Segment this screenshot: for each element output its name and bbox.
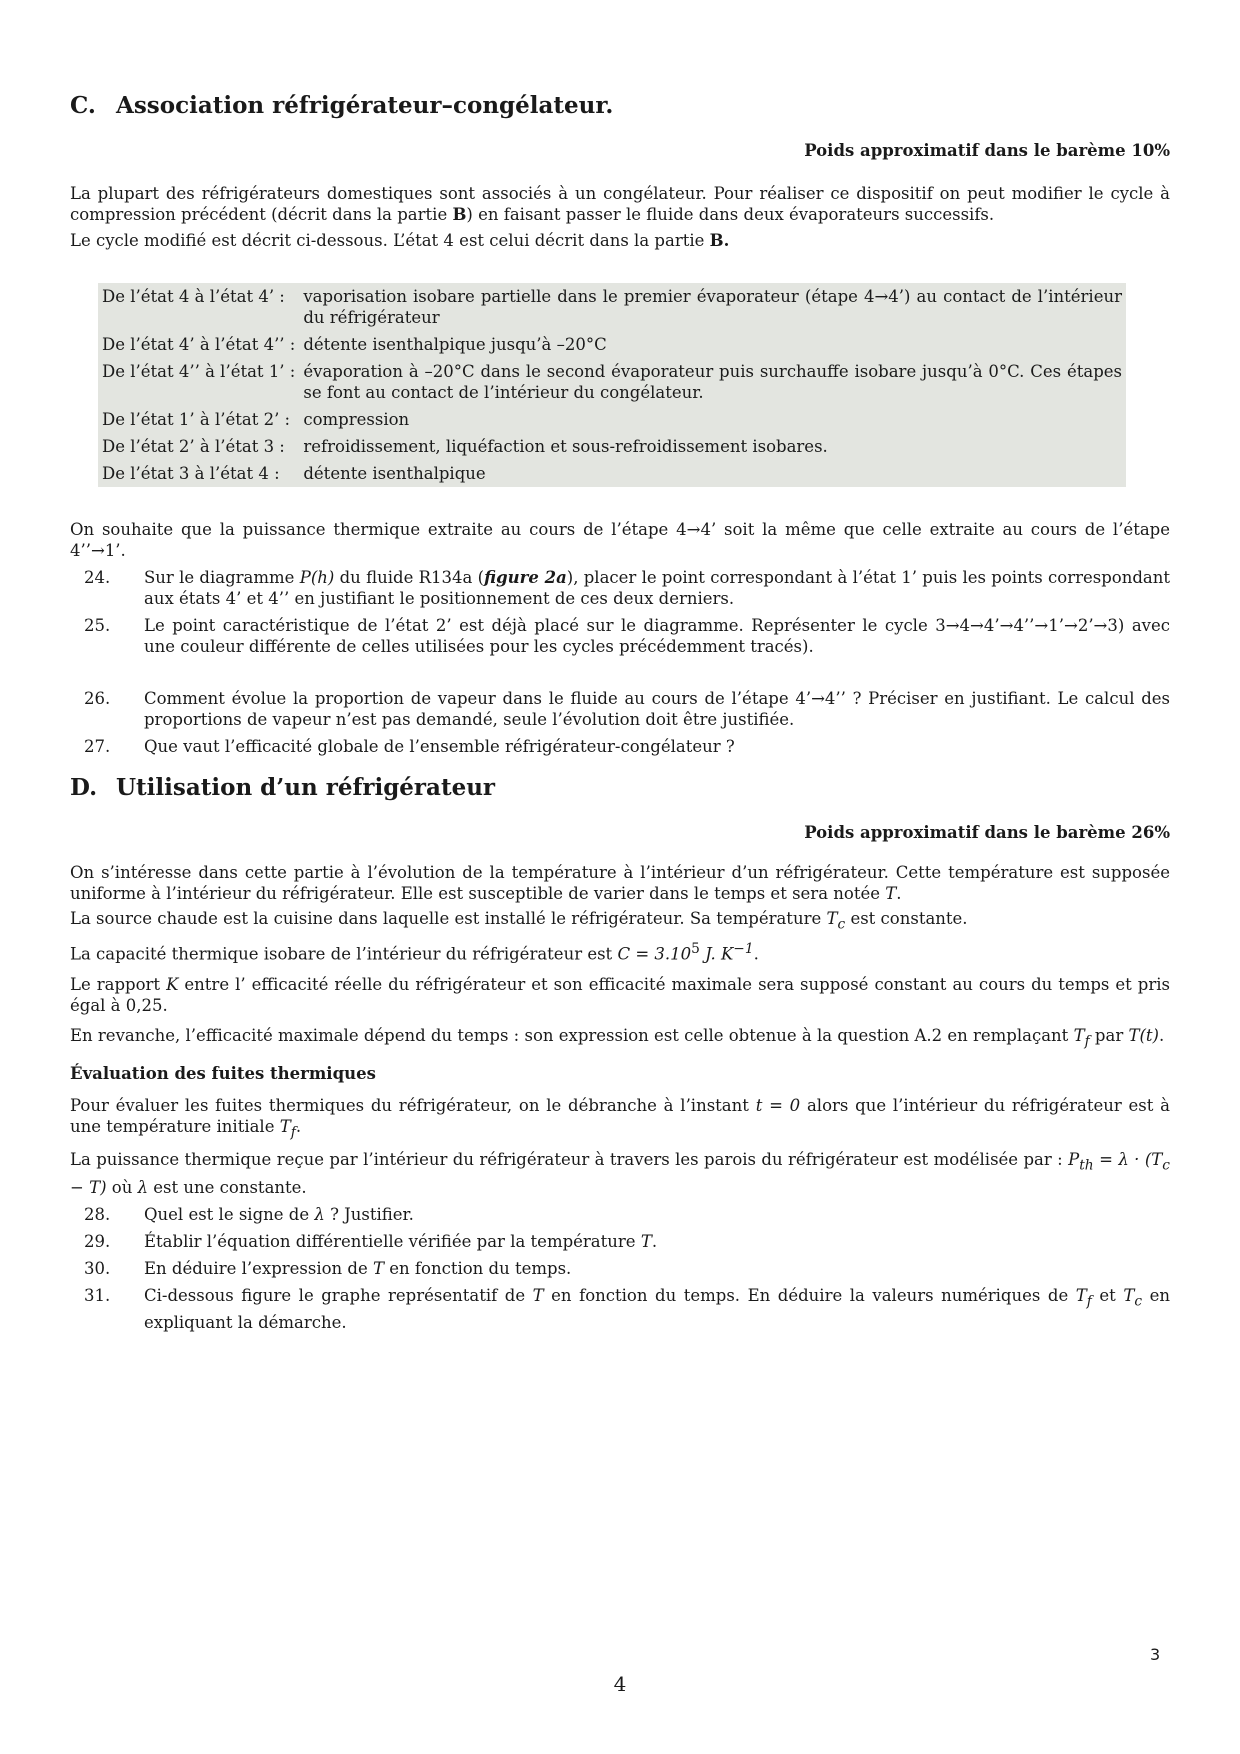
question-number: 28. bbox=[84, 1204, 111, 1224]
step-text: détente isenthalpique bbox=[303, 464, 486, 483]
section-d-title: Utilisation d’un réfrigérateur bbox=[116, 774, 496, 801]
section-c-heading bbox=[70, 92, 1170, 120]
section-c-letter: C. bbox=[70, 92, 96, 119]
step-label: De l’état 3 à l’état 4 : bbox=[102, 464, 280, 483]
question-text: En déduire l’expression de T en fonction du temps. bbox=[144, 1258, 572, 1278]
corner-page-number: 3 bbox=[1150, 1645, 1161, 1664]
question-number: 25. bbox=[84, 616, 111, 635]
question-text: Quel est le signe de λ ? Justifier. bbox=[144, 1204, 414, 1224]
question-text: Que vaut l’efficacité globale de l’ensemble réfrigérateur-congélateur ? bbox=[144, 737, 735, 756]
question-number: 24. bbox=[84, 568, 111, 587]
question-28 bbox=[70, 1204, 1170, 1225]
section-d-paragraph-2: La source chaude est la cuisine dans laquelle est installé le réfrigérateur. Sa température $T_c$ est constante. bbox=[70, 909, 968, 933]
question-number: 27. bbox=[84, 737, 111, 756]
table-row bbox=[98, 358, 1126, 406]
section-c-weight: Poids approximatif dans le barème 10% bbox=[804, 141, 1170, 160]
step-label: De l’état 4’’ à l’état 1’ : bbox=[102, 362, 296, 381]
section-d-heading bbox=[70, 774, 1170, 802]
step-text: détente isenthalpique jusqu’à –20°C bbox=[303, 335, 607, 354]
subsection-title: Évaluation des fuites thermiques bbox=[70, 1064, 376, 1084]
section-d-letter: D. bbox=[70, 774, 98, 801]
question-number: 26. bbox=[84, 689, 111, 708]
table-row bbox=[98, 460, 1126, 487]
table-row bbox=[98, 433, 1126, 460]
section-d-paragraph-7: La puissance thermique reçue par l’intérieur du réfrigérateur à travers les parois du réfrigérateur est modélisée par : $P_{th} = \lambda \cdot (T_c - T)$ où λ est une constante. bbox=[70, 1150, 1170, 1197]
section-c-title: Association réfrigérateur–congélateur. bbox=[116, 92, 614, 119]
step-text: compression bbox=[303, 410, 410, 429]
step-label: De l’état 4’ à l’état 4’’ : bbox=[102, 335, 296, 354]
table-row bbox=[98, 406, 1126, 433]
section-d-weight: Poids approximatif dans le barème 26% bbox=[804, 823, 1170, 842]
table-row bbox=[98, 283, 1126, 331]
page-number: 4 bbox=[613, 1672, 627, 1696]
after-table-text: On souhaite que la puissance thermique extraite au cours de l’étape 4→4’ soit la même que celle extraite au cours de l’étape 4’’→1’. bbox=[70, 520, 1170, 560]
question-number: 30. bbox=[84, 1258, 111, 1278]
step-label: De l’état 4 à l’état 4’ : bbox=[102, 287, 285, 306]
question-text: Comment évolue la proportion de vapeur dans le fluide au cours de l’étape 4’→4’’ ? Préciser en justifiant. Le calcul des proportions de vapeur n’est pas demandé, seule l’évolution doit être justifiée. bbox=[144, 689, 1170, 729]
question-text: Ci-dessous figure le graphe représentatif de T en fonction du temps. En déduire la valeurs numériques de $T_f$ et $T_c$ en expliquant la démarche. bbox=[144, 1285, 1170, 1332]
cycle-steps-table bbox=[98, 283, 1126, 487]
question-25 bbox=[70, 615, 1170, 657]
question-text: Sur le diagramme P(h) du fluide R134a (figure 2a), placer le point correspondant à l’état 1’ puis les points correspondant aux états 4’ et 4’’ en justifiant le positionnement de ces deux derniers. bbox=[144, 568, 1170, 608]
question-27 bbox=[70, 736, 1170, 757]
section-d-paragraph-1: On s’intéresse dans cette partie à l’évolution de la température à l’intérieur d’un réfrigérateur. Cette température est supposée uniforme à l’intérieur du réfrigérateur. Elle est susceptible de varier dans le temps et sera notée T. bbox=[70, 863, 1170, 903]
question-30 bbox=[70, 1258, 1170, 1279]
section-c-intro-1: La plupart des réfrigérateurs domestiques sont associés à un congélateur. Pour réaliser ce dispositif on peut modifier le cycle à compression précédent (décrit dans la partie B) en faisant passer le fluide dans deux évaporateurs successifs. bbox=[70, 184, 1170, 224]
question-31 bbox=[70, 1285, 1170, 1333]
section-d-paragraph-4: Le rapport K entre l’ efficacité réelle du réfrigérateur et son efficacité maximale sera supposé constant au cours du temps et pris égal à 0,25. bbox=[70, 974, 1170, 1015]
questions-c-list bbox=[70, 567, 1170, 757]
step-text: évaporation à –20°C dans le second évaporateur puis surchauffe isobare jusqu’à 0°C. Ces étapes se font au contact de l’intérieur du congélateur. bbox=[303, 362, 1122, 402]
step-text: refroidissement, liquéfaction et sous-refroidissement isobares. bbox=[303, 437, 828, 456]
question-text: Établir l’équation différentielle vérifiée par la température T. bbox=[144, 1231, 658, 1251]
section-d-paragraph-6: Pour évaluer les fuites thermiques du réfrigérateur, on le débranche à l’instant t = 0 alors que l’intérieur du réfrigérateur est à une température initiale $T_f$. bbox=[70, 1096, 1170, 1141]
section-d-paragraph-3: La capacité thermique isobare de l’intérieur du réfrigérateur est $C = 3.10^5$ J. $K^{-1}$. bbox=[70, 941, 759, 964]
question-29 bbox=[70, 1231, 1170, 1252]
question-number: 31. bbox=[84, 1285, 111, 1305]
step-label: De l’état 2’ à l’état 3 : bbox=[102, 437, 285, 456]
section-d-paragraph-5: En revanche, l’efficacité maximale dépend du temps : son expression est celle obtenue à la question A.2 en remplaçant $T_f$ par T(t). bbox=[70, 1025, 1165, 1050]
question-text: Le point caractéristique de l’état 2’ est déjà placé sur le diagramme. Représenter le cycle 3→4→4’→4’’→1’→2’→3) avec une couleur différente de celles utilisées pour les cycles précédemment tracés). bbox=[144, 616, 1170, 656]
question-24 bbox=[70, 567, 1170, 609]
step-label: De l’état 1’ à l’état 2’ : bbox=[102, 410, 291, 429]
question-26 bbox=[70, 688, 1170, 730]
question-number: 29. bbox=[84, 1231, 111, 1251]
page-content bbox=[70, 92, 1170, 1333]
step-text: vaporisation isobare partielle dans le premier évaporateur (étape 4→4’) au contact de l’intérieur du réfrigérateur bbox=[303, 287, 1122, 327]
section-c-intro-2: Le cycle modifié est décrit ci-dessous. L’état 4 est celui décrit dans la partie B. bbox=[70, 231, 730, 250]
questions-d-list bbox=[70, 1204, 1170, 1333]
table-row bbox=[98, 331, 1126, 358]
